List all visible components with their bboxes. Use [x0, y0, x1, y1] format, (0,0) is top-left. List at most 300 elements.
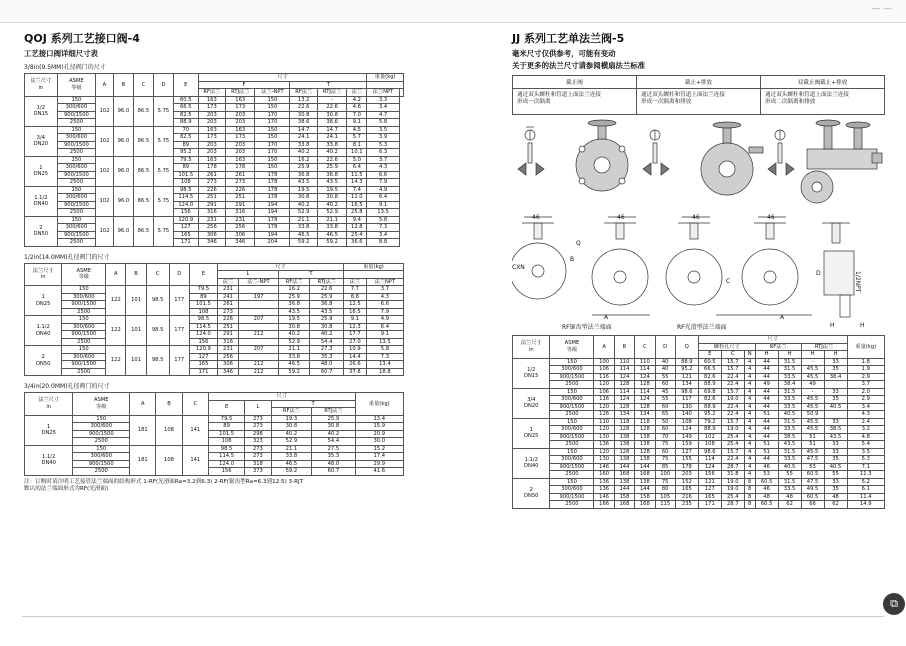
table-cell: 7.0 [347, 111, 367, 119]
table-row [25, 164, 404, 172]
table-cell: 106 [594, 388, 614, 396]
table-cell: 300/600 [62, 323, 106, 331]
table-cell: 48.0 [310, 361, 344, 369]
table-cell: 300/600 [57, 134, 95, 142]
table-cell: 300/600 [73, 423, 130, 431]
table-cell: 25.9 [310, 316, 344, 324]
table-cell: 45.5 [801, 426, 824, 434]
table-cell: 130 [594, 433, 614, 441]
table-cell: 44 [755, 418, 778, 426]
table-cell: 110 [594, 418, 614, 426]
table3 [24, 392, 404, 476]
table-cell: 108 [156, 415, 182, 445]
table-cell: 4.2 [347, 96, 367, 104]
table-cell: 7.3 [367, 224, 399, 232]
table-cell: 15.2 [355, 445, 403, 453]
table-cell: 300/600 [57, 104, 95, 112]
table-cell: 86.5 [133, 216, 153, 246]
table-cell: 900/1500 [57, 111, 95, 119]
table-cell: 150 [255, 164, 290, 172]
valve-type-head: 双截止阀截止+排放 [761, 76, 884, 89]
column-header: H [778, 351, 801, 359]
column-header: B [126, 263, 146, 286]
table-cell: 194 [255, 231, 290, 239]
table-cell: 231 [217, 286, 238, 294]
table-cell: 150 [57, 156, 95, 164]
table-cell: 128 [614, 426, 634, 434]
table-cell: 35.3 [312, 453, 355, 461]
table-cell: 900/1500 [62, 301, 106, 309]
table-cell: 120.9 [173, 216, 198, 224]
table-cell: 4.9 [367, 186, 399, 194]
table-cell: 60.5 [801, 471, 824, 479]
table-cell: 45.5 [801, 373, 824, 381]
table-cell: 6.4 [347, 164, 367, 172]
table-cell [824, 411, 847, 419]
table-row [25, 231, 404, 239]
table-cell: 177 [169, 316, 189, 346]
table-cell: 108 [173, 179, 198, 187]
column-header: RF法兰 [198, 89, 226, 97]
column-header [343, 271, 403, 279]
table-row [25, 368, 404, 376]
table-cell: 31.8 [721, 471, 744, 479]
table-cell: 256 [226, 224, 255, 232]
table-cell: 134 [614, 411, 634, 419]
table-cell: 17.4 [355, 453, 403, 461]
column-header: F [198, 81, 290, 89]
table-cell: 900/1500 [550, 463, 594, 471]
column-header: T [290, 81, 367, 89]
table-cell: 158 [635, 493, 655, 501]
table-cell: 31.5 [778, 388, 801, 396]
table-cell: 66 [801, 501, 824, 509]
table-cell: 144 [614, 463, 634, 471]
order-note: 注：订购时请注明工艺接管法兰端面的结构形式 1-RF(光滑面Ra=3.2到6.3) 2-RF(锯齿型Ra=6.3到12.5) 3-RJT 默认的法兰端面形式为RF(光滑面) [24, 478, 304, 492]
table-cell: 33.8 [290, 141, 318, 149]
table-cell: 13.5 [366, 338, 403, 346]
table-cell: 4 [744, 366, 755, 374]
column-header: 重量(kg) [847, 336, 885, 359]
table-row [513, 493, 885, 501]
table-cell: 300/600 [550, 426, 594, 434]
table-cell: 7.9 [367, 179, 399, 187]
rf-caption-1: RF锯齿型法兰端面 [562, 324, 612, 331]
table-cell: 203 [226, 119, 255, 127]
table-cell: 138 [614, 456, 634, 464]
table-cell: 2500 [62, 338, 106, 346]
table-cell: 75 [655, 441, 675, 449]
table-cell: 33.8 [317, 224, 346, 232]
table-cell: 49 [755, 381, 778, 389]
table-cell: 33.8 [279, 353, 310, 361]
table-cell: 30.8 [290, 194, 318, 202]
column-header: C [182, 393, 208, 416]
table-cell: 49.5 [801, 486, 824, 494]
table-cell: 18.8 [366, 368, 403, 376]
table-cell: 5.3 [367, 141, 399, 149]
table-cell: 40.5 [778, 463, 801, 471]
table-cell: 4.3 [847, 411, 885, 419]
table-cell: 44 [755, 433, 778, 441]
table-cell: 69.8 [698, 388, 721, 396]
table-cell: 59.2 [317, 239, 346, 247]
table-cell: 273 [198, 179, 226, 187]
table-cell: 14.4 [343, 353, 366, 361]
table-cell: 3.9 [367, 134, 399, 142]
table-cell: 207 [239, 316, 279, 324]
table-cell: 373 [245, 468, 271, 476]
table-cell: 70 [655, 433, 675, 441]
table2 [24, 263, 404, 377]
table-row [25, 415, 404, 423]
table-cell: 33.8 [290, 224, 318, 232]
dim-46-label: 46 [617, 214, 625, 221]
table-cell: 22.6 [317, 156, 346, 164]
table-cell: 4 [744, 418, 755, 426]
valve-type-col-1 [513, 76, 637, 114]
table-cell: 29.9 [355, 460, 403, 468]
table-cell: 128 [635, 426, 655, 434]
table-cell: 40.5 [824, 463, 847, 471]
column-header: 重量(kg) [343, 263, 403, 271]
table-cell: 46.5 [279, 361, 310, 369]
table-cell: 165 [698, 493, 721, 501]
table-cell: 88.9 [698, 403, 721, 411]
table-cell: 9.1 [347, 119, 367, 127]
table-cell: 251 [217, 323, 238, 331]
table-row [25, 331, 404, 339]
table-cell: 20.9 [355, 430, 403, 438]
table-cell: 51 [755, 411, 778, 419]
table-cell: 22.4 [721, 456, 744, 464]
table-cell: 203 [226, 111, 255, 119]
table-cell: 30.8 [317, 194, 346, 202]
table-cell: 900/1500 [550, 373, 594, 381]
table-cell: 86.5 [133, 126, 153, 156]
table-cell: 5.0 [347, 156, 367, 164]
size-cell: 2 DN50 [513, 478, 550, 508]
table-cell: 144 [614, 486, 634, 494]
table-row [25, 445, 404, 453]
table-cell: 33.8 [317, 141, 346, 149]
table-cell: 98.5 [146, 346, 169, 376]
screenshot-share-icon[interactable]: ⧉ [883, 593, 905, 615]
table-cell: 82.6 [698, 396, 721, 404]
table-cell: 19.5 [317, 186, 346, 194]
size-cell: 2 DN50 [25, 216, 58, 246]
table-cell: 141 [182, 415, 208, 445]
table-cell: 160 [594, 471, 614, 479]
table-cell: 88.9 [173, 119, 198, 127]
column-header: D [153, 74, 173, 97]
table-cell: 43.5 [778, 441, 801, 449]
table-cell: 79.5 [189, 286, 217, 294]
table-cell: 7.1 [847, 463, 885, 471]
table-cell: 170 [255, 119, 290, 127]
table-cell: 101 [126, 316, 146, 346]
column-header: A [96, 74, 114, 97]
table-cell: 114 [614, 366, 634, 374]
table-cell: 95.2 [675, 366, 698, 374]
table-cell: 212 [239, 331, 279, 339]
table-cell: 48 [824, 493, 847, 501]
table-cell: 82.6 [698, 373, 721, 381]
table-cell: 226 [226, 186, 255, 194]
table-row [25, 96, 404, 104]
table-cell: 30.8 [290, 111, 318, 119]
table-cell: 22.4 [721, 403, 744, 411]
table-row [25, 104, 404, 112]
table-cell: 306 [198, 231, 226, 239]
table-cell: 66.5 [698, 366, 721, 374]
table-cell: 170 [255, 111, 290, 119]
table-cell: 21.1 [317, 216, 346, 224]
table-cell: 36.8 [279, 301, 310, 309]
table-cell: 207 [239, 346, 279, 354]
size-cell: 2 DN50 [25, 346, 62, 376]
table-cell: 138 [635, 456, 655, 464]
table-cell: 46.5 [317, 231, 346, 239]
table-cell: 30.8 [279, 323, 310, 331]
table-cell: 51 [755, 448, 778, 456]
table-cell: 900/1500 [550, 493, 594, 501]
table-cell: 2500 [550, 471, 594, 479]
table-cell: 149 [675, 433, 698, 441]
table-cell: 156 [208, 468, 244, 476]
table-cell: 30.0 [355, 438, 403, 446]
table-cell: 95.2 [173, 149, 198, 157]
table-cell: 31.5 [778, 478, 801, 486]
table-cell: 114.5 [189, 323, 217, 331]
left-subtitle: 工艺接口阀详细尺寸表 [24, 49, 98, 58]
table-cell: 30.8 [271, 423, 312, 431]
label-b: B [570, 256, 575, 263]
table-cell: 16.2 [279, 286, 310, 294]
table-cell: - [801, 388, 824, 396]
table-cell: 150 [550, 358, 594, 366]
table-cell: 306 [217, 361, 238, 369]
table-row [25, 119, 404, 127]
table-cell: 2500 [57, 179, 95, 187]
table-cell: 44 [755, 456, 778, 464]
toolbar-right-marks: — — [871, 4, 892, 14]
table-cell: 52.9 [290, 209, 318, 217]
table-cell: 300/600 [550, 366, 594, 374]
table-cell: 150 [73, 445, 130, 453]
table-cell: 22.6 [310, 286, 344, 294]
table-cell: 24.1 [290, 134, 318, 142]
table-cell: 25.8 [347, 209, 367, 217]
table-cell: 203 [226, 149, 255, 157]
table-cell: 47.5 [801, 478, 824, 486]
table-cell: 130 [594, 456, 614, 464]
table-cell: 128 [635, 403, 655, 411]
column-header: 法兰 [343, 278, 366, 286]
table-cell: 323 [245, 438, 271, 446]
table-cell: 8 [744, 493, 755, 501]
table-cell: 5.75 [153, 96, 173, 126]
table-row [513, 388, 885, 396]
table-cell: 900/1500 [550, 403, 594, 411]
table-cell: 33.5 [778, 456, 801, 464]
table-cell: 25.9 [279, 293, 310, 301]
column-header: C [146, 263, 169, 286]
table-row [513, 426, 885, 434]
table-cell: 62 [824, 501, 847, 509]
table-cell: 101 [126, 346, 146, 376]
column-header: ASME 等级 [57, 74, 95, 97]
table-cell: 55 [778, 471, 801, 479]
table-cell: 38.4 [824, 373, 847, 381]
column-header: 法兰尺寸 in [25, 263, 62, 286]
table-cell: 2500 [62, 308, 106, 316]
table-cell: 4 [744, 381, 755, 389]
table-cell: 26.6 [343, 361, 366, 369]
table-cell: 144 [635, 463, 655, 471]
table-cell: 60 [655, 448, 675, 456]
table-row [25, 156, 404, 164]
table-cell: 168 [614, 501, 634, 509]
column-header: D [655, 336, 675, 359]
table-cell: 273 [245, 423, 271, 431]
table-cell: 241 [217, 293, 238, 301]
table-cell: 256 [198, 224, 226, 232]
table-cell: 121 [698, 478, 721, 486]
table-cell: 128 [635, 448, 655, 456]
column-header: E [208, 400, 244, 415]
table-cell: 15.9 [355, 423, 403, 431]
valve-type-desc: 通过双头螺柱和管道上面法兰连接 形成一次隔离和排放 [641, 92, 725, 105]
table-cell: 2500 [73, 468, 130, 476]
table-cell: 273 [245, 445, 271, 453]
size-cell: 1.1/2 DN40 [513, 448, 550, 478]
table-cell: 150 [73, 415, 130, 423]
table-row [513, 478, 885, 486]
table-cell: 44 [755, 403, 778, 411]
table-cell: 40.5 [778, 411, 801, 419]
table-cell: 45.5 [801, 396, 824, 404]
table-cell: 40.2 [310, 331, 344, 339]
table-cell: 3.5 [367, 126, 399, 134]
table-cell: 163 [226, 156, 255, 164]
table-cell: 8.8 [367, 239, 399, 247]
table-cell [239, 308, 279, 316]
column-header: E [698, 351, 721, 359]
table-cell: 16.2 [290, 156, 318, 164]
right-page [512, 30, 885, 509]
table-cell: 134 [635, 411, 655, 419]
table-cell: 130 [675, 403, 698, 411]
valve-renderings [512, 117, 885, 209]
column-header: B [113, 74, 133, 97]
table-cell: 165 [189, 361, 217, 369]
table-cell: 14.9 [847, 501, 885, 509]
table-cell: 150 [62, 286, 106, 294]
column-header: RF法兰 [279, 278, 310, 286]
table-row [513, 336, 885, 344]
table-cell: 900/1500 [57, 141, 95, 149]
table-cell: 27.5 [312, 445, 355, 453]
table-cell: 6.3 [367, 149, 399, 157]
table-cell: 46.5 [271, 460, 312, 468]
table-cell: 100 [594, 358, 614, 366]
table-cell: 900/1500 [57, 171, 95, 179]
table-cell: 37.8 [343, 368, 366, 376]
valve-render-2 [643, 122, 763, 195]
table-cell: 124 [635, 373, 655, 381]
table-cell: 128 [614, 403, 634, 411]
table-cell: 120 [594, 403, 614, 411]
table-cell: 316 [226, 209, 255, 217]
table-cell: 33.5 [778, 486, 801, 494]
table-row [25, 346, 404, 354]
table-cell: 116 [594, 396, 614, 404]
table-cell: 4 [744, 441, 755, 449]
valve-render-1 [518, 120, 628, 191]
table-cell: 136 [594, 486, 614, 494]
table-cell: 178 [255, 194, 290, 202]
table-cell: 96.0 [113, 126, 133, 156]
table-row [513, 411, 885, 419]
table-cell: 31.5 [778, 448, 801, 456]
table-cell: 150 [550, 388, 594, 396]
table-cell: 106 [594, 366, 614, 374]
table-cell: 108 [189, 308, 217, 316]
table-row [25, 293, 404, 301]
table-cell: 13.4 [366, 361, 403, 369]
table-cell: 45.5 [801, 418, 824, 426]
table-cell: 60.7 [310, 368, 344, 376]
table-cell: 7.7 [343, 286, 366, 294]
table-cell: 28.7 [721, 501, 744, 509]
table-cell: 43.5 [279, 308, 310, 316]
table-cell: 115 [655, 501, 675, 509]
table-cell: 273 [217, 308, 238, 316]
table-cell: 59.2 [271, 468, 312, 476]
table-cell: 251 [198, 194, 226, 202]
column-header: A [130, 393, 156, 416]
table-cell: 33 [824, 441, 847, 449]
table-cell: 33.5 [778, 426, 801, 434]
table-cell: 44 [755, 358, 778, 366]
table-cell: 171 [189, 368, 217, 376]
table-cell: 150 [57, 96, 95, 104]
table-cell: 100 [655, 471, 675, 479]
table-cell: 291 [226, 201, 255, 209]
table-cell: 40.2 [290, 201, 318, 209]
table-cell: 114.5 [208, 453, 244, 461]
valve-type-table [512, 75, 885, 115]
table-cell: 101 [126, 286, 146, 316]
table-cell: 155 [675, 456, 698, 464]
table-cell: 36.8 [290, 171, 318, 179]
table-row [25, 361, 404, 369]
table-cell: 203 [675, 471, 698, 479]
table-row [25, 308, 404, 316]
table-cell: 4 [744, 388, 755, 396]
table-cell: 150 [255, 134, 290, 142]
table-cell: 4 [744, 396, 755, 404]
table-cell: 59.2 [279, 368, 310, 376]
table-cell: 146 [594, 463, 614, 471]
table-cell: 102 [96, 216, 114, 246]
table-cell: 55 [655, 396, 675, 404]
size-cell: 3/4 DN20 [513, 388, 550, 418]
column-header: RF法兰 [290, 89, 318, 97]
table-cell: 5.3 [847, 456, 885, 464]
table-row [513, 471, 885, 479]
